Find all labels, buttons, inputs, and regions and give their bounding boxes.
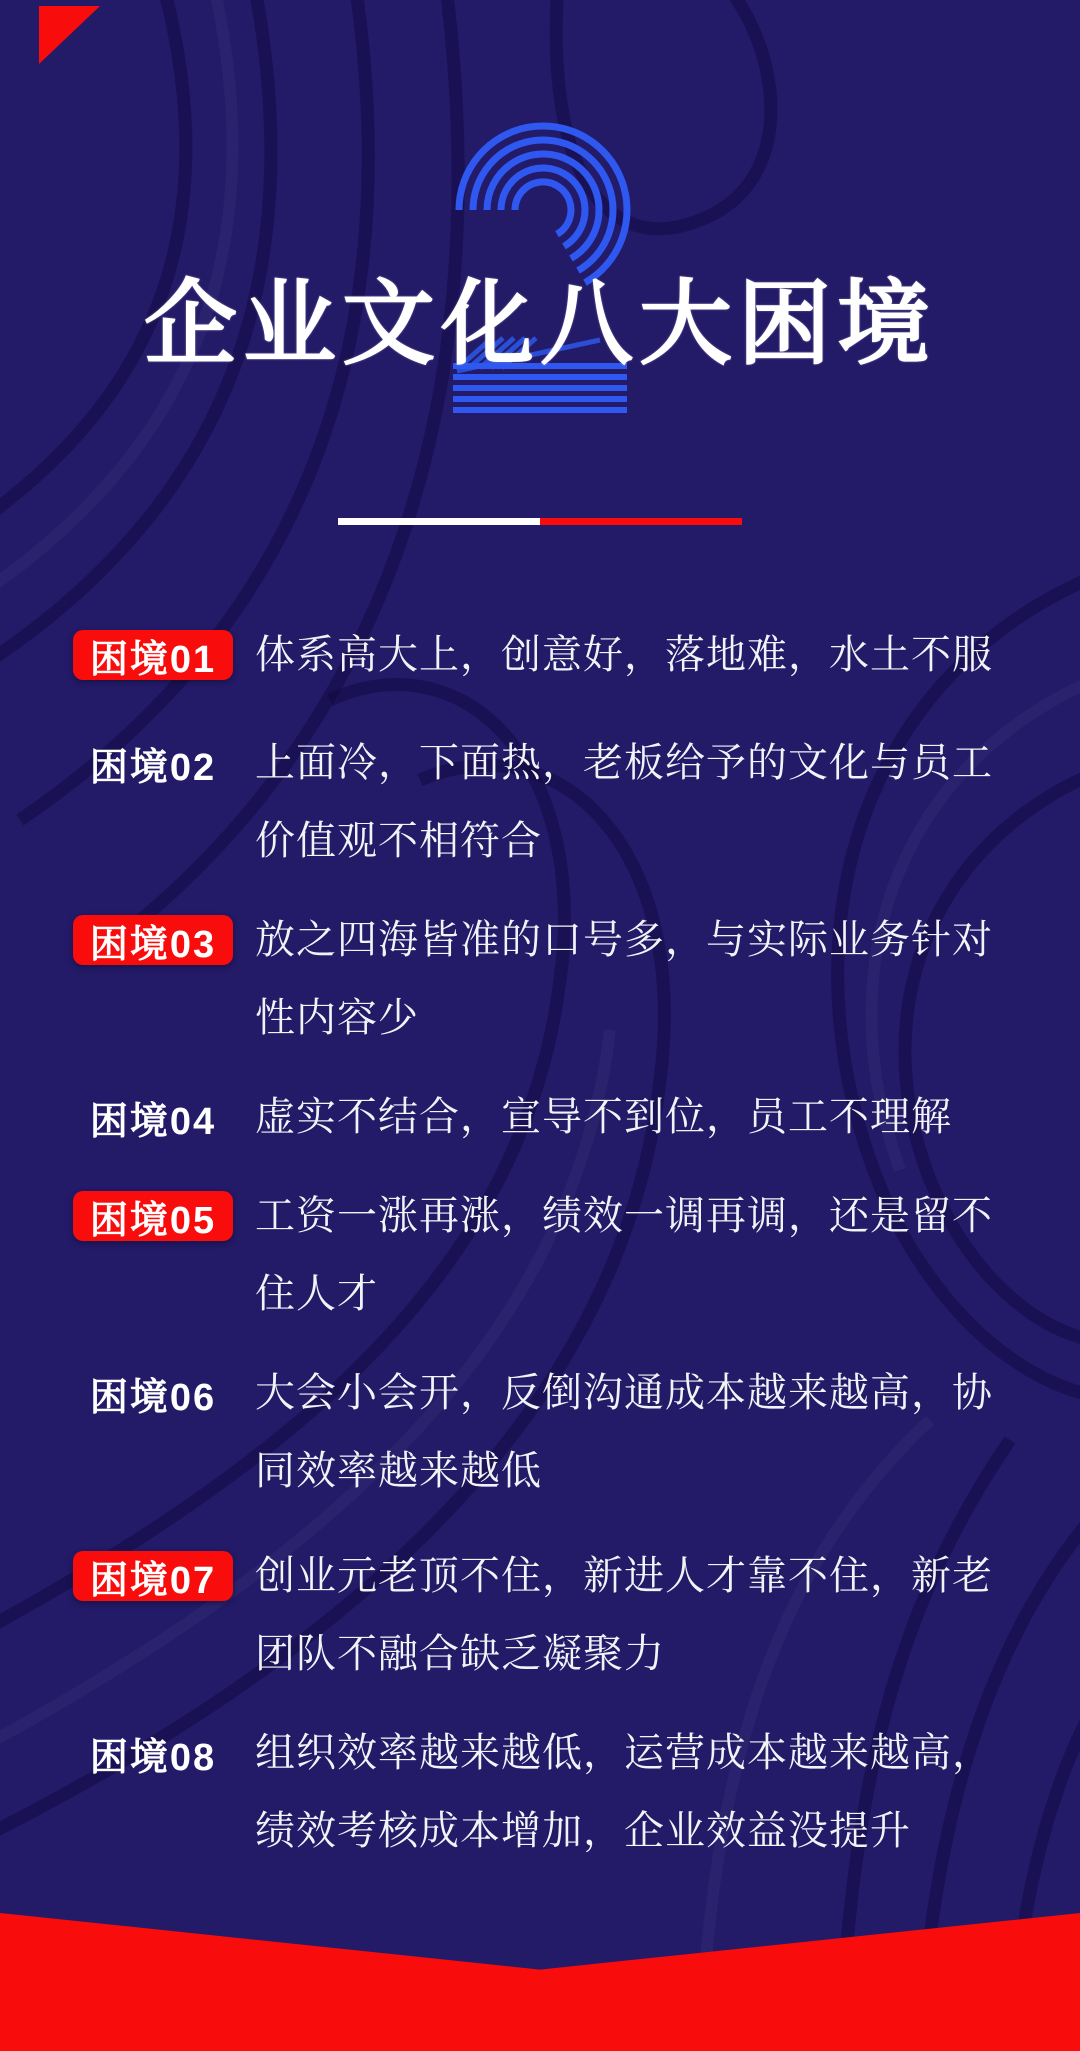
- item-label-badge: 困境03: [73, 915, 233, 965]
- item-text: 工资一涨再涨，绩效一调再调，还是留不住人才: [255, 1194, 993, 1316]
- list-item: [73, 1177, 1007, 1333]
- list-item: [73, 1537, 1007, 1693]
- list-item: [73, 616, 1007, 694]
- item-text: 放之四海皆准的口号多，与实际业务针对性内容少: [255, 918, 993, 1040]
- item-label-badge: 困境06: [89, 1376, 217, 1419]
- corner-triangle-icon: [0, 0, 120, 80]
- item-label-badge: 困境08: [89, 1736, 217, 1779]
- page-title: 企业文化八大困境: [144, 272, 936, 377]
- list-item: [73, 1354, 1007, 1510]
- item-label-badge: 困境02: [89, 746, 217, 789]
- item-text: 虚实不结合，宣导不到位，员工不理解: [255, 1095, 952, 1139]
- list-item: [73, 901, 1007, 1057]
- item-label-badge: 困境01: [73, 630, 233, 680]
- item-text: 组织效率越来越低，运营成本越来越高，绩效考核成本增加，企业效益没提升: [255, 1731, 993, 1853]
- title-divider: [338, 518, 742, 525]
- list-item: [73, 1078, 1007, 1156]
- item-text: 上面冷，下面热，老板给予的文化与员工价值观不相符合: [255, 741, 993, 863]
- item-label-badge: 困境04: [89, 1100, 217, 1143]
- item-text: 大会小会开，反倒沟通成本越来越高，协同效率越来越低: [255, 1371, 993, 1493]
- item-label-badge: 困境05: [73, 1191, 233, 1241]
- item-text: 创业元老顶不住，新进人才靠不住，新老团队不融合缺乏凝聚力: [255, 1554, 993, 1676]
- list-item: [73, 1714, 1007, 1870]
- list-item: [73, 724, 1007, 880]
- item-label-badge: 困境07: [73, 1551, 233, 1601]
- item-text: 体系高大上，创意好，落地难，水土不服: [255, 633, 993, 677]
- footer-band: [0, 1913, 1080, 2051]
- dilemma-list: [73, 616, 1007, 1891]
